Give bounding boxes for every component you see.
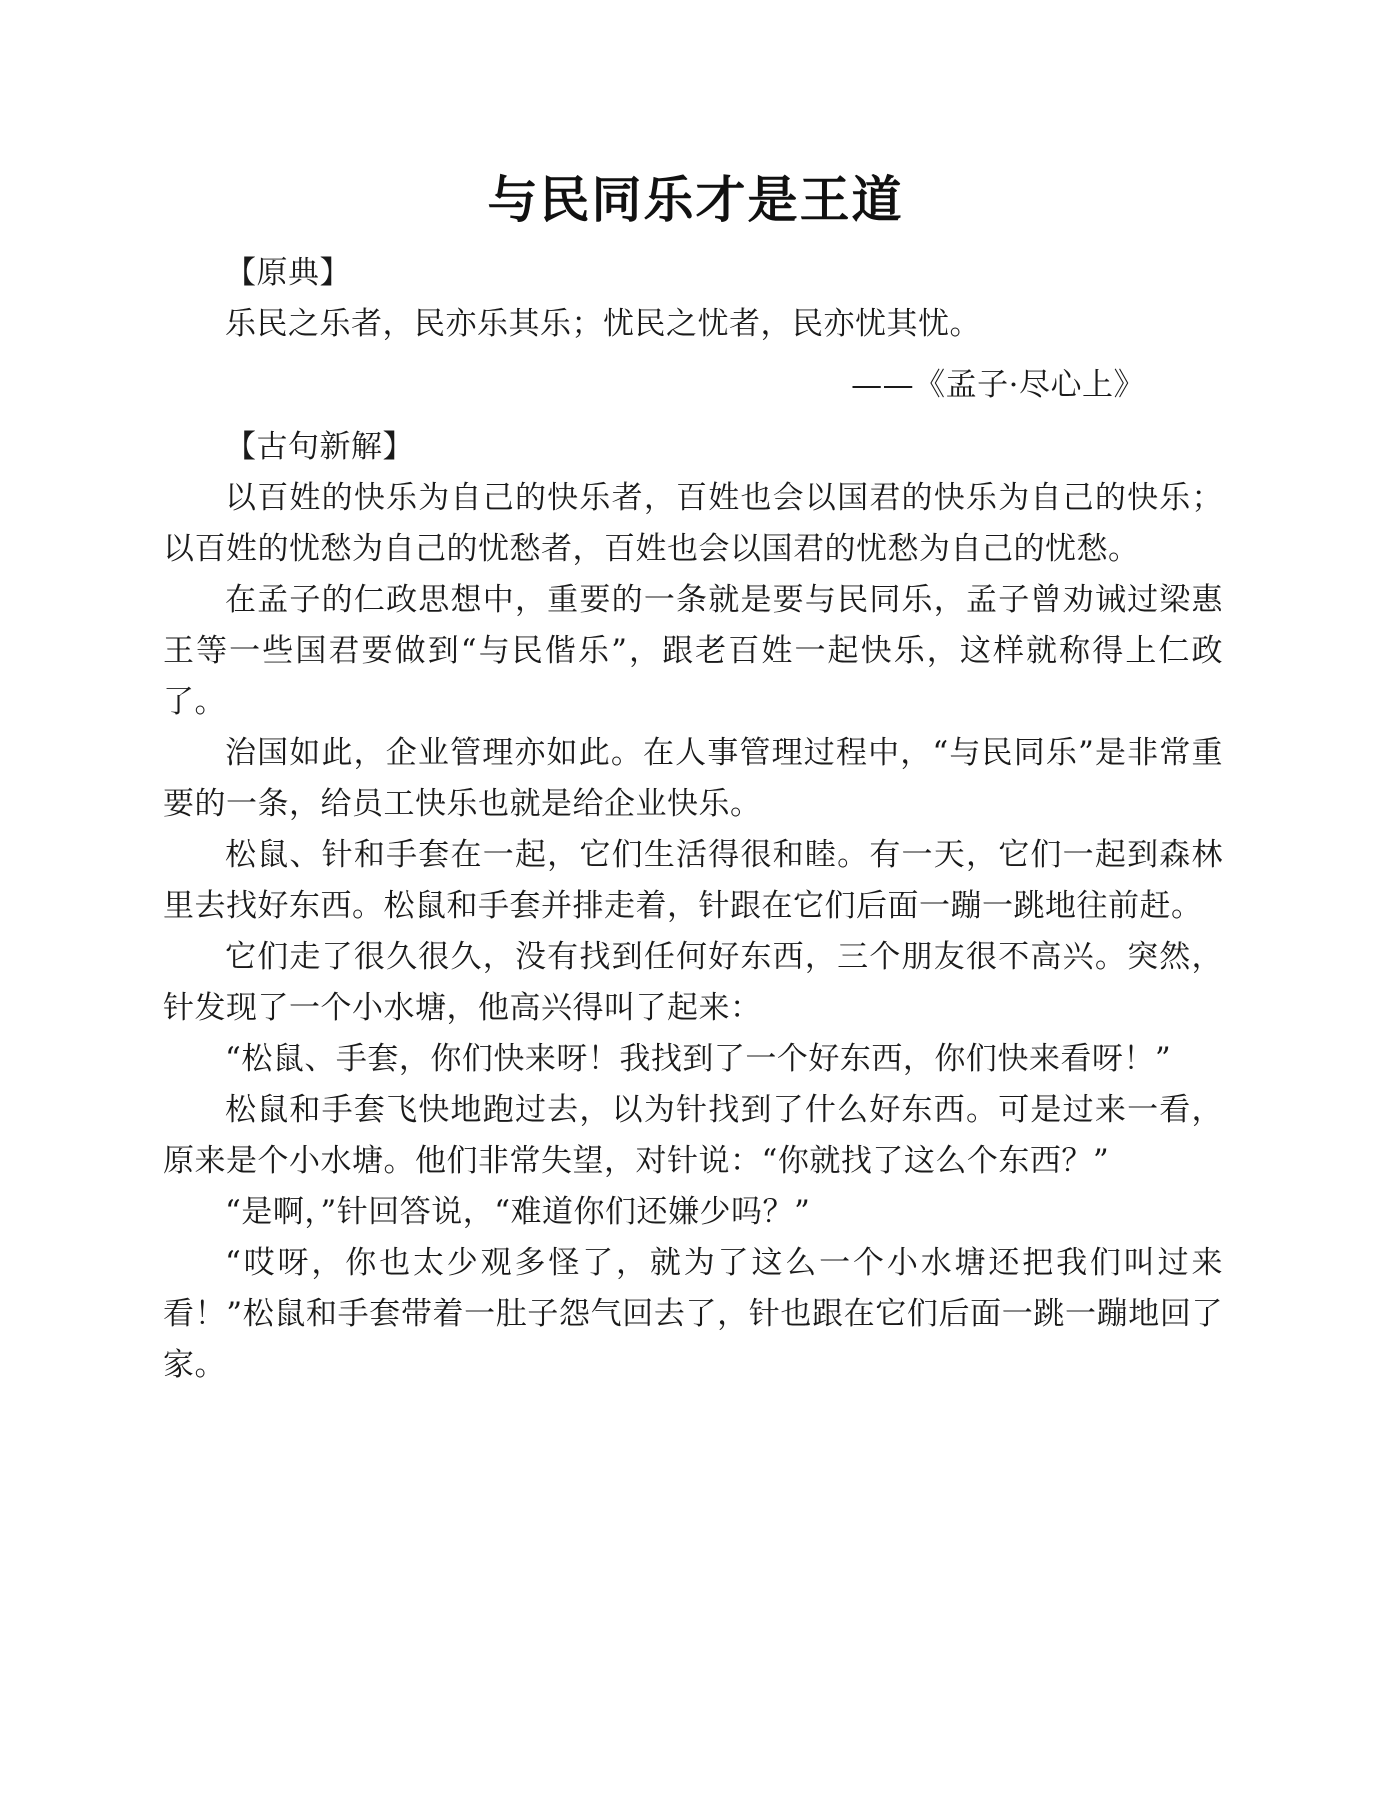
paragraph: 治国如此，企业管理亦如此。在人事管理过程中，“与民同乐”是非常重要的一条，给员工快乐也就是给企业快乐。 — [163, 735, 1223, 822]
original-quote: 乐民之乐者，民亦乐其乐；忧民之忧者，民亦忧其忧。 — [225, 306, 981, 342]
paragraph: 松鼠和手套飞快地跑过去，以为针找到了什么好东西。可是过来一看，原来是个小水塘。他们非常失望，对针说：“你就找了这么个东西？” — [163, 1092, 1223, 1179]
paragraph: 以百姓的快乐为自己的快乐者，百姓也会以国君的快乐为自己的快乐；以百姓的忧愁为自己的忧愁者，百姓也会以国君的忧愁为自己的忧愁。 — [163, 480, 1223, 567]
paragraph: 在孟子的仁政思想中，重要的一条就是要与民同乐，孟子曾劝诫过梁惠王等一些国君要做到“与民偕乐”，跟老百姓一起快乐，这样就称得上仁政了。 — [163, 582, 1223, 720]
quote-source: ——《孟子·尽心上》 — [851, 367, 1145, 403]
section-label-interpretation: 【古句新解】 — [225, 429, 414, 465]
page-title: 与民同乐才是王道 — [487, 171, 904, 229]
paragraph: 它们走了很久很久，没有找到任何好东西，三个朋友很不高兴。突然，针发现了一个小水塘，他高兴得叫了起来： — [163, 939, 1223, 1026]
article-body — [163, 248, 1223, 1391]
section-label-original: 【原典】 — [225, 255, 351, 291]
paragraph: “松鼠、手套，你们快来呀！我找到了一个好东西，你们快来看呀！” — [225, 1041, 1172, 1077]
paragraph: “是啊，”针回答说，“难道你们还嫌少吗？” — [225, 1194, 811, 1230]
paragraph: “哎呀，你也太少观多怪了，就为了这么一个小水塘还把我们叫过来看！”松鼠和手套带着一肚子怨气回去了，针也跟在它们后面一跳一蹦地回了家。 — [163, 1245, 1223, 1383]
paragraph: 松鼠、针和手套在一起，它们生活得很和睦。有一天，它们一起到森林里去找好东西。松鼠和手套并排走着，针跟在它们后面一蹦一跳地往前赶。 — [163, 837, 1223, 924]
